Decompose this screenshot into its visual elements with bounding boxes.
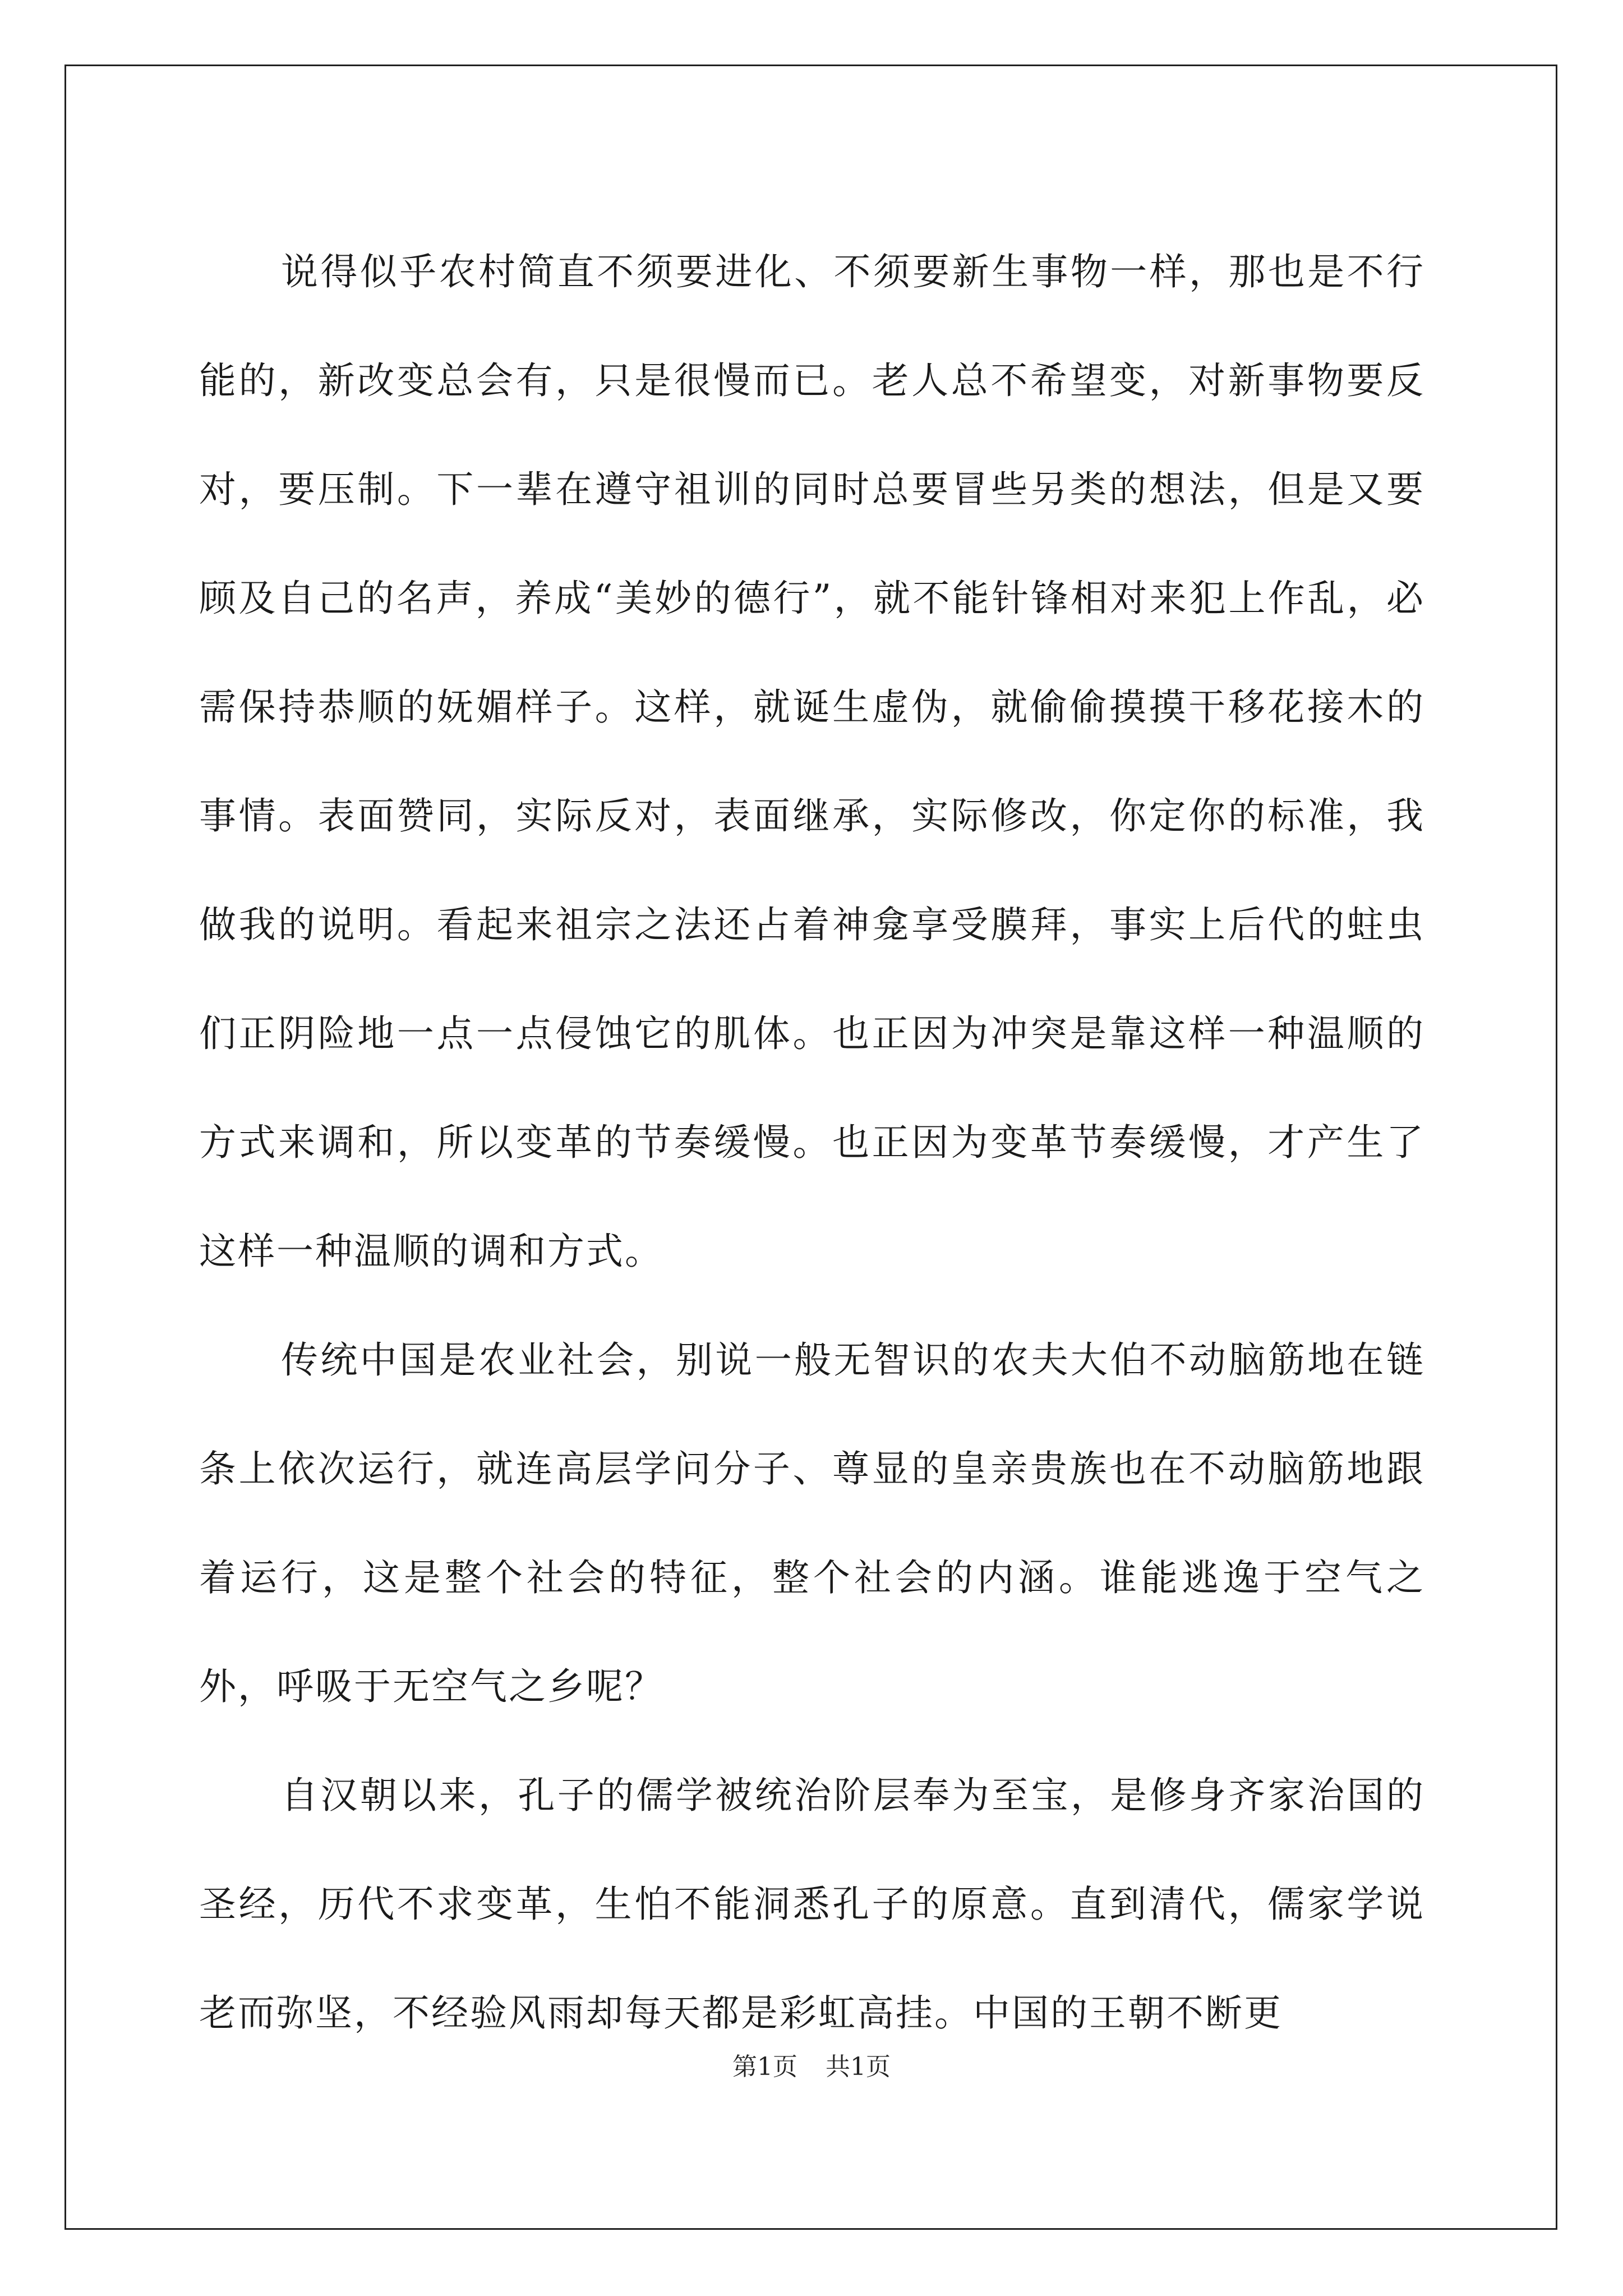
paragraph: 传统中国是农业社会，别说一般无智识的农夫大伯不动脑筋地在链条上依次运行，就连高层学问分子、尊显的皇亲贵族也在不动脑筋地跟着运行，这是整个社会的特征，整个社会的内涵。谁能逃逸于空气之外，呼吸于无空气之乡呢？	[199, 1338, 1425, 1708]
paragraph: 自汉朝以来，孔子的儒学被统治阶层奉为至宝，是修身齐家治国的圣经，历代不求变革，生怕不能洞悉孔子的原意。直到清代，儒家学说老而弥坚，不经验风雨却每天都是彩虹高挂。中国的王朝不断更	[199, 1774, 1425, 2035]
page-total: 共1页	[826, 2053, 891, 2081]
page-number: 第1页	[732, 2053, 797, 2081]
paragraph: 说得似乎农村简直不须要进化、不须要新生事物一样，那也是不行能的，新改变总会有，只是很慢而已。老人总不希望变，对新事物要反对，要压制。下一辈在遵守祖训的同时总要冒些另类的想法，但是又要顾及自己的名声，养成“美妙的德行”，就不能针锋相对来犯上作乱，必需保持恭顺的妩媚样子。这样，就诞生虚伪，就偷偷摸摸干移花接木的事情。表面赞同，实际反对，表面继承，实际修改，你定你的标准，我做我的说明。看起来祖宗之法还占着神龛享受膜拜，事实上后代的蛀虫们正阴险地一点一点侵蚀它的肌体。也正因为冲突是靠这样一种温顺的方式来调和，所以变革的节奏缓慢。也正因为变革节奏缓慢，才产生了这样一种温顺的调和方式。	[199, 250, 1425, 1273]
document-body	[199, 218, 1425, 2068]
page-footer	[0, 2050, 1623, 2084]
